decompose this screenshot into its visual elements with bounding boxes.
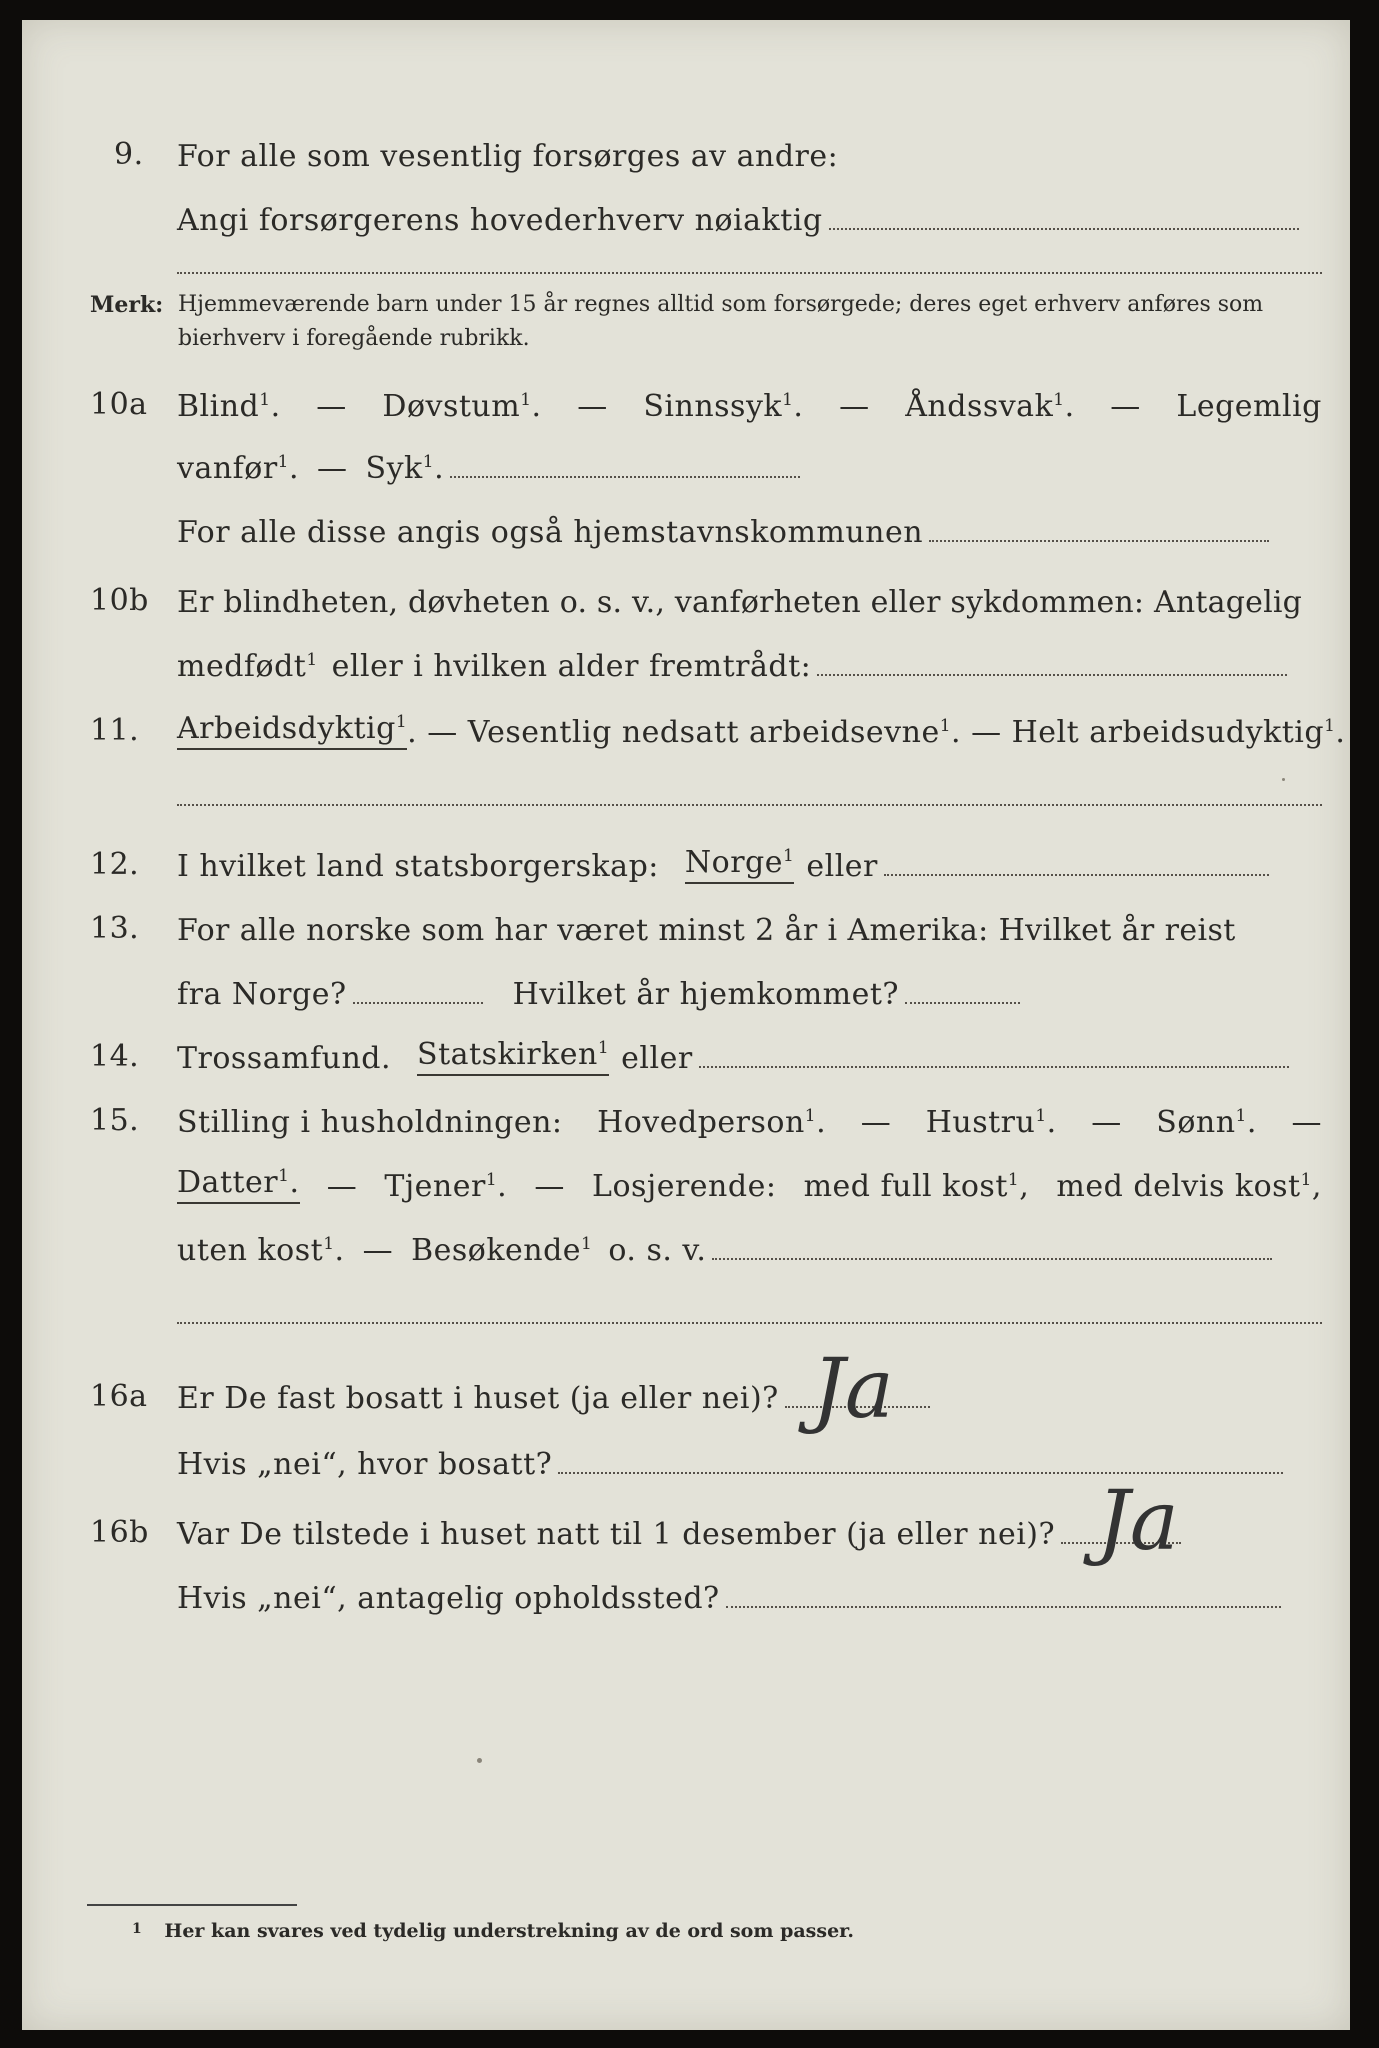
option-vanfor: vanfør$^1$. [177,451,300,486]
handwritten-answer-16b: Ja [1097,1474,1179,1569]
answer-line[interactable] [905,1002,1020,1004]
option-medfodt: medfødt$^1$ [177,649,318,684]
note-label: Merk: [90,292,164,318]
option-arbeidsdyktig: Arbeidsdyktig$^1$ [177,711,407,750]
answer-line[interactable] [712,1258,1272,1260]
option-delvis-kost: med delvis kost$^1$, [1056,1169,1322,1204]
option-hustru: Hustru$^1$. [925,1105,1057,1140]
question-12-tail: eller [806,849,878,884]
question-14-text: Trossamfund. [177,1041,392,1076]
question-number: 9. [114,137,144,172]
question-16b-line1: Var De tilstede i huset natt til 1 desember (ja eller nei)? [177,1517,1056,1552]
question-16a-line1: Er De fast bosatt i huset (ja eller nei)? [177,1381,779,1416]
paper-speck [1282,778,1285,781]
question-13-hjemkommet: Hvilket år hjemkommet? [512,977,900,1012]
question-16b-opholdssted: Hvis „nei“, antagelig opholdssted? [177,1581,720,1616]
footnote [132,1920,854,1942]
option-syk: Syk$^1$. [365,451,445,486]
option-datter: Datter$^1$. [177,1165,300,1204]
option-norge: Norge$^1$ [685,845,794,884]
note-text: Hjemmeværende barn under 15 år regnes alltid som forsørgede; deres eget erhverv anføres som bierhverv i foregående rubrikk. [178,292,1264,351]
option-blind: Blind$^1$. [177,389,281,424]
question-16a-bosatt: Hvis „nei“, hvor bosatt? [177,1447,553,1482]
question-10b-line1: Er blindheten, døvheten o. s. v., vanførheten eller sykdommen: Antagelig [177,585,1303,620]
answer-line[interactable] [177,804,1322,806]
option-full-kost: med full kost$^1$, [803,1169,1030,1204]
answer-line[interactable] [884,874,1269,876]
question-number: 12. [90,847,140,882]
question-15-losjerende: Losjerende: [592,1169,777,1204]
question-number: 14. [90,1039,140,1074]
handwritten-answer-16a: Ja [812,1342,894,1437]
question-number: 11. [90,713,140,748]
option-statskirken: Statskirken$^1$ [417,1037,609,1076]
question-number: 16b [90,1515,149,1550]
answer-line[interactable] [699,1066,1289,1068]
census-form-page: 9. For alle som vesentlig forsørges av andre: Angi forsørgerens hovederhverv nøiaktig Merk: Hjemmeværende barn under 15 år regnes alltid som forsørgede; deres eget erhverv anføres som bierhverv i foregående rubrikk. 10a Blind$^1$. — Døvstum$^1$. — Sinnssyk$^1$. — Åndssvak$^1$. — Legemlig vanfør$^1$. — Syk$^1$. For alle disse angis også hjemstavnskommunen 10b Er blindheten, døvheten o. s. v., vanførheten eller sykdommen: Antagelig medfødt$^1$ eller i hvilken alder fremtrådt: 11. Arbeidsdyktig$^1$ . — Vesentlig nedsatt arbeidsevne$^1$. — Helt arbeidsudyktig$^1$. 12. I hvilket land statsborgerskap: Norge$^1$ eller 13. For alle norske som har været minst 2 år i Amerika: Hvilket år reist fra Norge? Hvilket år hjemkommet? 14. Trossamfund. Statskirken$^1$ eller 15. Stilling i husholdningen: Hovedperson$^1$. — Hustru$^1$. — Sønn$^1$. — Datter$^1$. — Tjener$^1$. — Losjerende: med full kost$^1$, med delvis kost$^1$, uten kost$^1$. — Besøkende$^1$ o. s. v. 16a Er De fast bosatt i huset (ja eller nei)? Hvis „nei“, hvor bosatt? Ja 16b Var De tilstede i huset natt til 1 desember (ja eller nei)? Hvis „nei“, antagelig opholdssted? Ja $^1$ Her kan svares ved tydelig understrekning av de ord som passer. [22,20,1350,2030]
option-nedsatt: Vesentlig nedsatt arbeidsevne$^1$. [467,715,962,750]
option-hovedperson: Hovedperson$^1$. [597,1105,827,1140]
question-13-line1: For alle norske som har været minst 2 år i Amerika: Hvilket år reist [177,913,1236,948]
question-number: 13. [90,911,140,946]
option-besokende: Besøkende$^1$ [411,1233,593,1268]
answer-line[interactable] [177,272,1322,274]
option-andssvak: Åndssvak$^1$. [905,389,1075,424]
footnote-mark: 1 [132,1921,142,1937]
answer-line[interactable] [726,1606,1281,1608]
footnote-rule [87,1904,297,1906]
option-uten-kost: uten kost$^1$. [177,1233,345,1268]
question-9-line1: For alle som vesentlig forsørges av andre: [177,139,839,174]
option-dovstum: Døvstum$^1$. [382,389,542,424]
question-14-tail: eller [621,1041,693,1076]
answer-line[interactable] [450,476,800,478]
answer-line[interactable] [929,540,1269,542]
answer-line[interactable] [353,1002,483,1004]
question-15-label: Stilling i husholdningen: [177,1105,563,1140]
answer-line[interactable] [817,674,1287,676]
option-udyktig: Helt arbeidsudyktig$^1$. [1011,715,1346,750]
question-10b-alder: eller i hvilken alder fremtrådt: [331,649,812,684]
question-13-reist: fra Norge? [177,977,347,1012]
question-number: 10a [90,387,148,422]
question-number: 10b [90,583,149,618]
question-number: 16a [90,1379,148,1414]
question-9-line2: Angi forsørgerens hovederhverv nøiaktig [177,203,823,238]
question-number: 15. [90,1103,140,1138]
option-tjener: Tjener$^1$. [384,1169,508,1204]
option-legemlig[interactable]: Legemlig [1176,389,1322,424]
home-municipality-label: For alle disse angis også hjemstavnskommunen [177,515,924,550]
question-15-osv: o. s. v. [608,1233,707,1268]
question-12-text: I hvilket land statsborgerskap: [177,849,659,884]
footnote-text: Her kan svares ved tydelig understrekning av de ord som passer. [164,1920,855,1942]
option-sonn: Sønn$^1$. [1156,1105,1257,1140]
answer-line[interactable] [829,228,1299,230]
option-sinnssyk: Sinnssyk$^1$. [643,389,804,424]
paper-speck [477,1758,482,1763]
answer-line[interactable] [177,1322,1322,1324]
